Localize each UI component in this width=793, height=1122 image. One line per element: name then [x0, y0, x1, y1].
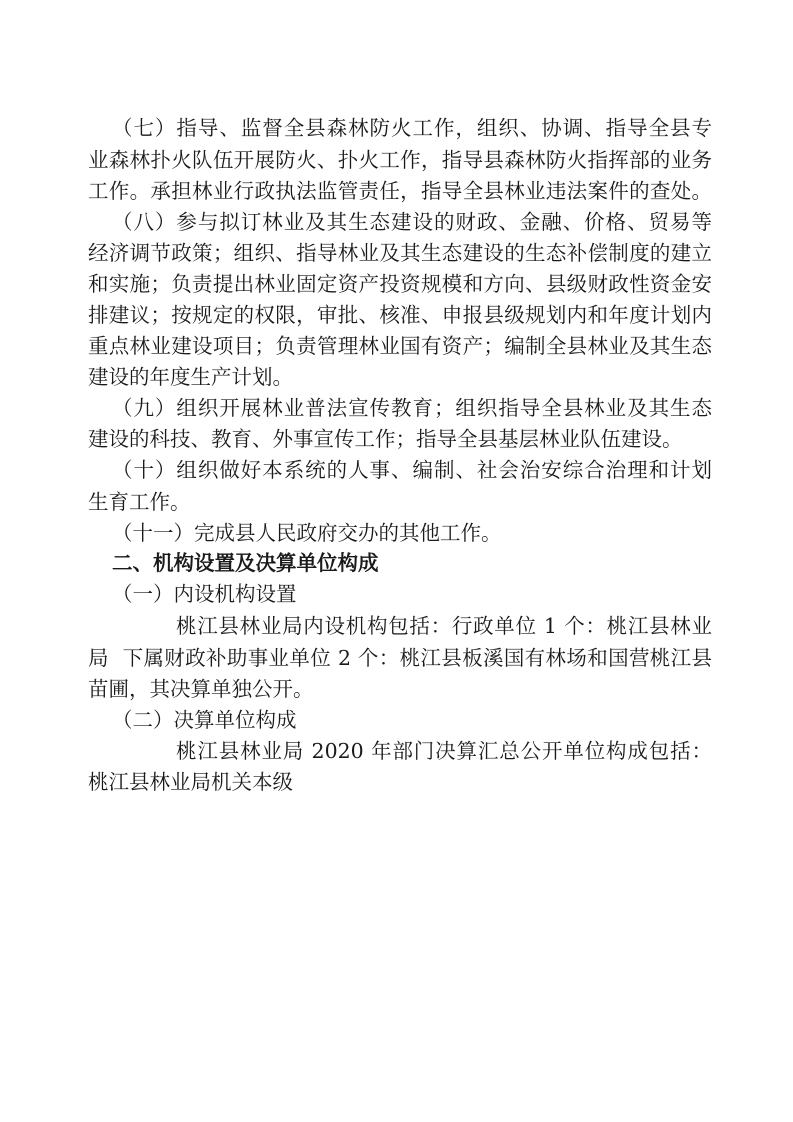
- text-line: （十）组织做好本系统的人事、编制、社会治安综合治理和计划: [112, 458, 712, 482]
- text-line: 桃江县林业局内设机构包括：行政单位 1 个：桃江县林业: [176, 614, 712, 638]
- text-line: 建设的科技、教育、外事宣传工作；指导全县基层林业队伍建设。: [88, 427, 683, 451]
- text-line: 苗圃，其决算单独公开。: [88, 677, 314, 701]
- text-line: 工作。承担林业行政执法监管责任，指导全县林业违法案件的查处。: [88, 179, 712, 203]
- text-line: 排建议；按规定的权限，审批、核准、申报县级规划内和年度计划内: [88, 303, 712, 327]
- text-line: 经济调节政策；组织、指导林业及其生态建设的生态补偿制度的建立: [88, 241, 712, 265]
- subsection-heading: （一）内设机构设置: [112, 582, 297, 606]
- text-line: （八）参与拟订林业及其生态建设的财政、金融、价格、贸易等: [112, 210, 712, 234]
- text-line: （七）指导、监督全县森林防火工作，组织、协调、指导全县专: [112, 116, 712, 140]
- text-line: 局 下属财政补助事业单位 2 个：桃江县板溪国有林场和国营桃江县: [88, 646, 712, 670]
- text-line: （九）组织开展林业普法宣传教育；组织指导全县林业及其生态: [112, 396, 712, 420]
- text-line: （十一）完成县人民政府交办的其他工作。: [112, 521, 502, 545]
- text-line: 重点林业建设项目；负责管理林业国有资产；编制全县林业及其生态: [88, 334, 712, 358]
- text-line: 和实施；负责提出林业固定资产投资规模和方向、县级财政性资金安: [88, 272, 712, 296]
- subsection-heading: （二）决算单位构成: [112, 708, 297, 732]
- text-line: 业森林扑火队伍开展防火、扑火工作，指导县森林防火指挥部的业务: [88, 148, 712, 172]
- section-heading: 二、机构设置及决算单位构成: [112, 551, 379, 575]
- text-line: 生育工作。: [88, 490, 191, 514]
- text-line: 桃江县林业局机关本级: [88, 770, 293, 794]
- text-line: 建设的年度生产计划。: [88, 365, 293, 389]
- text-line: 桃江县林业局 2020 年部门决算汇总公开单位构成包括：: [176, 739, 712, 763]
